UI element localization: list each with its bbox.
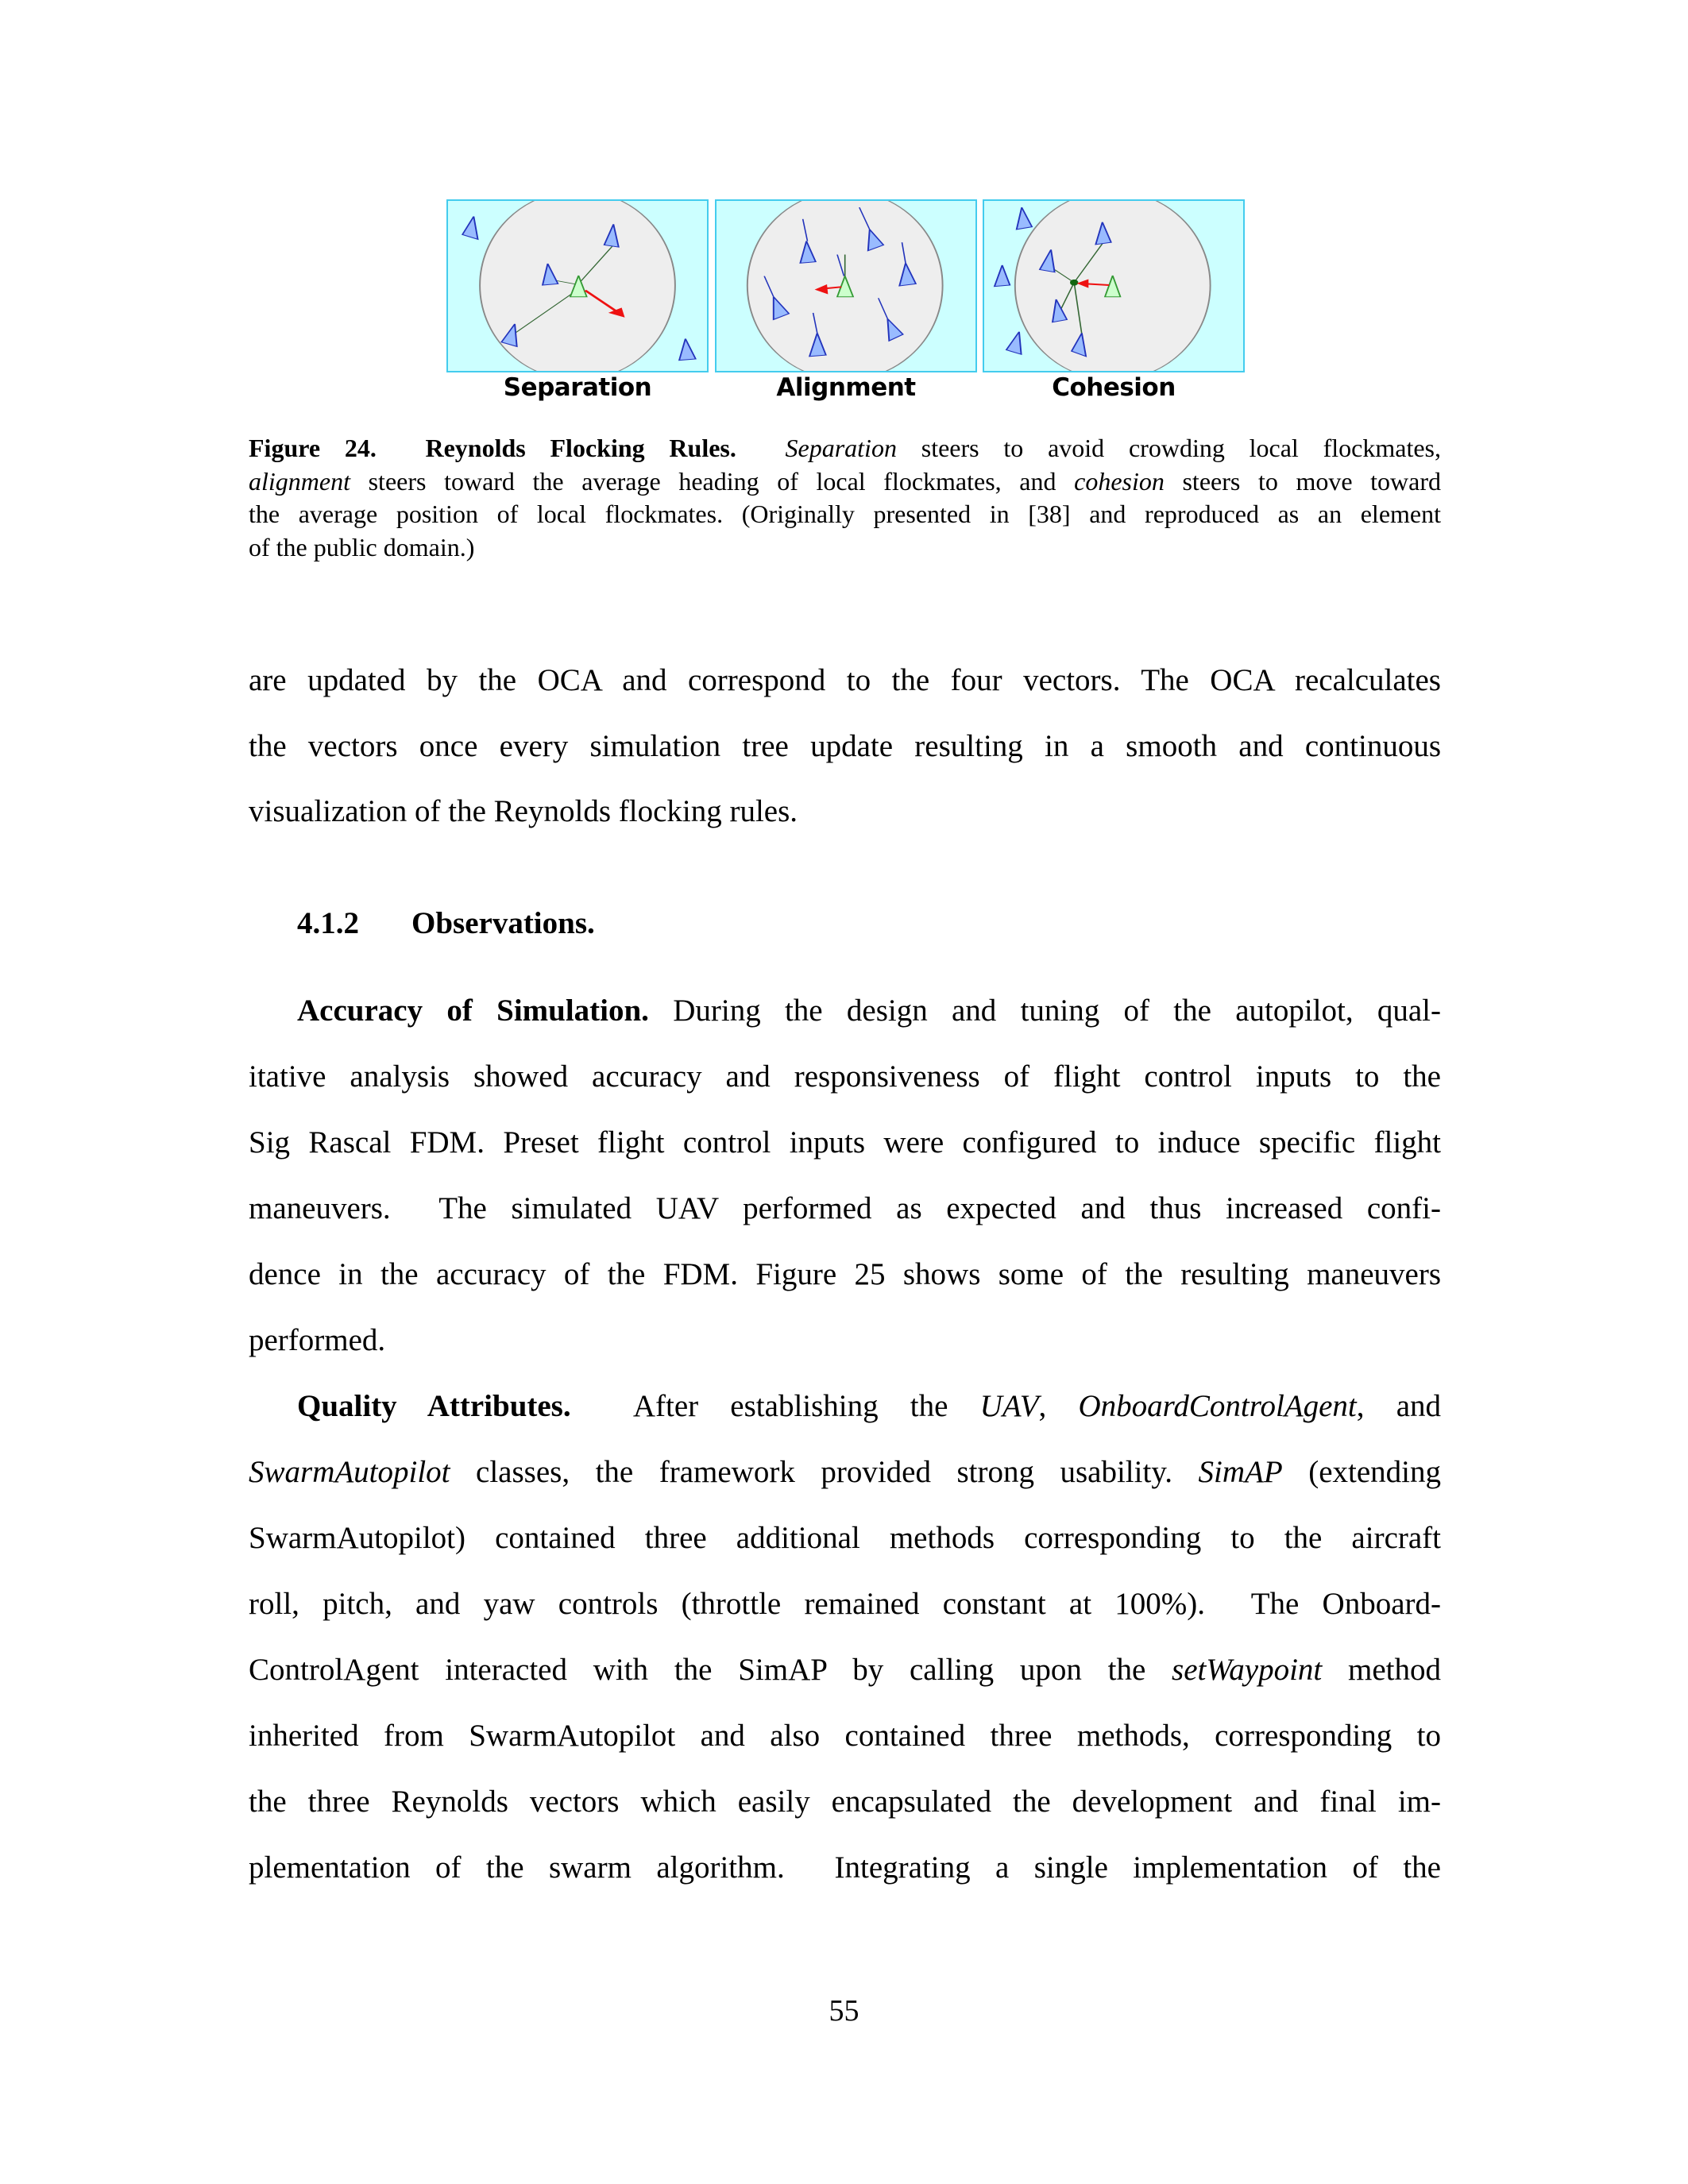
text-line	[249, 1190, 1441, 1228]
text-line	[249, 992, 1441, 1030]
section-number: 4.1.2	[297, 906, 359, 940]
boid-icon	[462, 217, 477, 240]
separation-label: Separation	[503, 373, 652, 402]
text-line	[249, 1124, 1441, 1162]
text-line	[249, 793, 1441, 831]
italic-text: UAV	[979, 1389, 1039, 1423]
alignment-diagram	[717, 201, 975, 371]
text-line	[249, 498, 1441, 530]
boid-icon	[1006, 332, 1022, 354]
text-line	[249, 1651, 1441, 1689]
text-segment: Sig Rascal FDM. Preset flight control inputs were configured to induce specific flight	[249, 1125, 1441, 1160]
text-segment	[736, 434, 786, 462]
text-line	[249, 1849, 1441, 1887]
section-heading	[297, 905, 595, 943]
text-line	[249, 1322, 1441, 1360]
cohesion-label: Cohesion	[1052, 373, 1176, 402]
cohesion-diagram	[984, 201, 1243, 371]
text-segment: plementation of the swarm algorithm. Integrating a single implementation of the	[249, 1850, 1441, 1885]
text-segment: of the public domain.)	[249, 533, 475, 561]
italic-text: SwarmAutopilot	[249, 1455, 450, 1489]
italic-text: Separation	[785, 434, 897, 462]
cohesion-panel	[983, 199, 1245, 372]
italic-text: OnboardControlAgent	[1078, 1389, 1357, 1423]
text-line	[249, 1058, 1441, 1096]
boid-icon	[679, 339, 696, 361]
text-segment: (extending	[1282, 1455, 1441, 1489]
italic-text: cohesion	[1074, 467, 1165, 496]
text-line	[249, 1585, 1441, 1623]
separation-panel	[446, 199, 709, 372]
text-line	[249, 662, 1441, 700]
boid-icon	[995, 265, 1010, 287]
alignment-label: Alignment	[776, 373, 916, 402]
text-line	[249, 1717, 1441, 1755]
separation-diagram	[448, 201, 707, 371]
text-segment: visualization of the Reynolds flocking rules.	[249, 794, 798, 828]
text-segment: are updated by the OCA and correspond to the four vectors. The OCA recalculates	[249, 663, 1441, 697]
text-line	[249, 1519, 1441, 1557]
text-segment: , and	[1356, 1389, 1441, 1423]
text-segment: inherited from SwarmAutopilot and also contained three methods, corresponding to	[249, 1719, 1441, 1753]
text-segment: dence in the accuracy of the FDM. Figure 25 shows some of the resulting maneuvers	[249, 1257, 1441, 1291]
center-of-mass-dot	[1070, 280, 1078, 286]
text-segment: ControlAgent interacted with the SimAP by calling upon the	[249, 1653, 1172, 1687]
text-line	[249, 1256, 1441, 1294]
text-segment: After establishing the	[570, 1389, 980, 1423]
text-segment: maneuvers. The simulated UAV performed as expected and thus increased confi-	[249, 1191, 1441, 1225]
text-line	[249, 432, 1441, 464]
alignment-panel	[715, 199, 977, 372]
bold-text: Figure 24. Reynolds Flocking Rules.	[249, 434, 736, 462]
section-title: Observations.	[411, 906, 595, 940]
boid-icon	[1017, 207, 1032, 230]
text-segment: roll, pitch, and yaw controls (throttle remained constant at 100%). The Onboard-	[249, 1587, 1441, 1621]
text-line	[249, 1387, 1441, 1426]
text-segment: the vectors once every simulation tree update resulting in a smooth and continuous	[249, 729, 1441, 763]
bold-text: Accuracy of Simulation.	[297, 994, 649, 1028]
text-segment: steers toward the average heading of local flockmates, and	[350, 467, 1075, 496]
text-line	[249, 727, 1441, 766]
italic-text: alignment	[249, 467, 350, 496]
italic-text: setWaypoint	[1172, 1653, 1323, 1687]
text-segment: classes, the framework provided strong usability.	[450, 1455, 1199, 1489]
text-line	[249, 1453, 1441, 1491]
italic-text: SimAP	[1198, 1455, 1283, 1489]
text-segment: SwarmAutopilot) contained three additional methods corresponding to the aircraft	[249, 1521, 1441, 1555]
text-segment: the average position of local flockmates. (Originally presented in [38] and reproduced as an element	[249, 500, 1441, 528]
page-number: 55	[829, 1994, 859, 2028]
text-line	[249, 1783, 1441, 1821]
text-line	[249, 465, 1441, 497]
text-segment: performed.	[249, 1323, 386, 1357]
text-segment: method	[1322, 1653, 1441, 1687]
text-segment: steers to avoid crowding local flockmates,	[896, 434, 1442, 462]
text-line	[249, 531, 1441, 563]
text-segment: During the design and tuning of the autopilot, qual-	[648, 994, 1441, 1028]
text-segment: ,	[1038, 1389, 1079, 1423]
text-segment: itative analysis showed accuracy and responsiveness of flight control inputs to the	[249, 1059, 1441, 1094]
text-segment: steers to move toward	[1164, 467, 1442, 496]
bold-text: Quality Attributes.	[297, 1389, 571, 1423]
text-segment: the three Reynolds vectors which easily encapsulated the development and final im-	[249, 1785, 1441, 1819]
